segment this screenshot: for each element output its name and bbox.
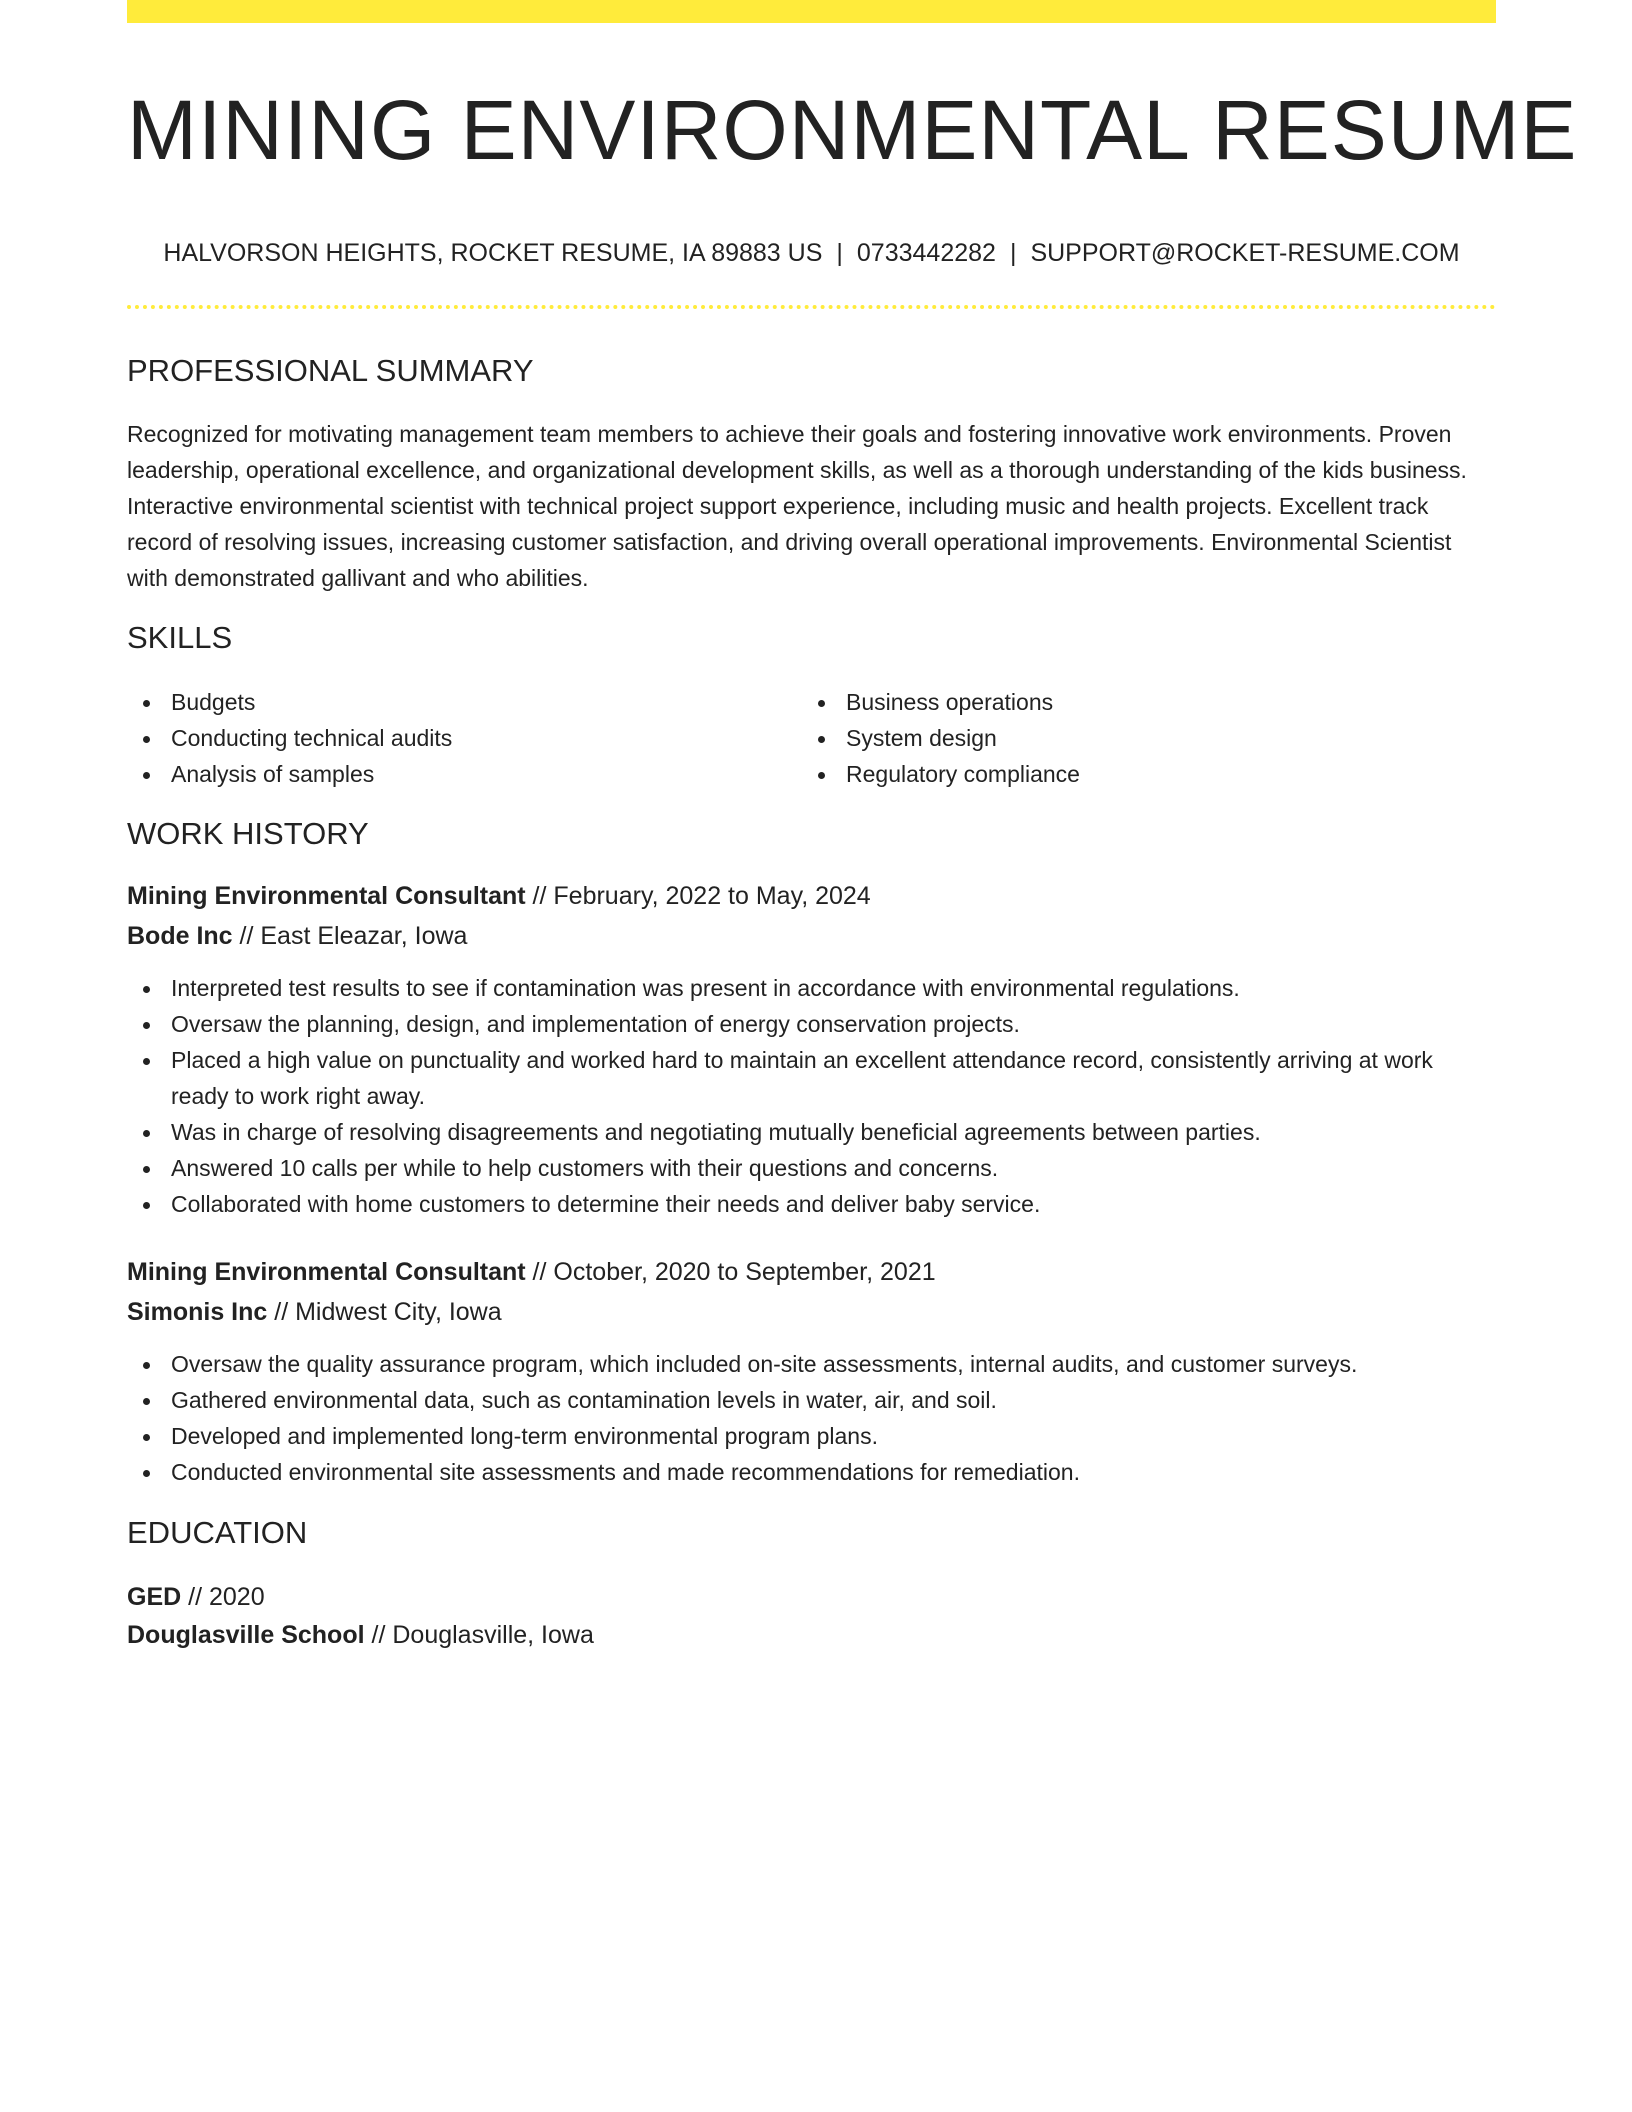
contact-phone: 0733442282 xyxy=(856,239,996,267)
job-duties xyxy=(127,1346,1496,1490)
summary-text: Recognized for motivating management team members to achieve their goals and fostering innovative work environments. Proven leadership, operational excellence, and organizational development skills, as well as a thorough understanding of the kids business. Interactive environmental scientist with technical project support experience, including music and health projects. Excellent track record of resolving issues, increasing customer satisfaction, and driving overall operational improvements. Environmental Scientist with demonstrated gallivant and who abilities. xyxy=(127,421,1467,591)
summary-heading: PROFESSIONAL SUMMARY xyxy=(127,353,534,388)
education-separator: // xyxy=(364,1621,393,1649)
duty-item: Was in charge of resolving disagreements and negotiating mutually beneficial agreements between parties. xyxy=(127,1114,1496,1150)
accent-bar xyxy=(127,0,1496,23)
duty-item: Developed and implemented long-term environmental program plans. xyxy=(127,1418,1496,1454)
contact-email: SUPPORT@ROCKET-RESUME.COM xyxy=(1030,239,1460,267)
job-title: Mining Environmental Consultant xyxy=(127,882,526,910)
education-degree: GED xyxy=(127,1583,182,1611)
skills-heading: SKILLS xyxy=(127,620,233,655)
job-separator: // xyxy=(267,1298,296,1326)
job-location: East Eleazar, Iowa xyxy=(260,922,468,950)
skill-item: Conducting technical audits xyxy=(127,720,452,756)
education-school: Douglasville School xyxy=(127,1621,365,1649)
resume-title: MINING ENVIRONMENTAL RESUME xyxy=(127,83,1578,177)
job-title-line xyxy=(127,878,871,914)
education-location: Douglasville, Iowa xyxy=(392,1621,594,1649)
job-company-line xyxy=(127,918,467,954)
duty-item: Oversaw the planning, design, and implementation of energy conservation projects. xyxy=(127,1006,1496,1042)
skill-item: Business operations xyxy=(802,684,1080,720)
contact-separator: | xyxy=(1009,239,1017,267)
work-heading: WORK HISTORY xyxy=(127,816,369,851)
job-title-line xyxy=(127,1254,936,1290)
skill-item: Budgets xyxy=(127,684,452,720)
duty-item: Interpreted test results to see if contamination was present in accordance with environmental regulations. xyxy=(127,970,1496,1006)
job-duties xyxy=(127,970,1496,1222)
job-company: Bode Inc xyxy=(127,922,233,950)
skill-item: System design xyxy=(802,720,1080,756)
job-company-line xyxy=(127,1294,502,1330)
job-location: Midwest City, Iowa xyxy=(295,1298,502,1326)
education-separator: // xyxy=(181,1583,209,1611)
duty-item: Conducted environmental site assessments and made recommendations for remediation. xyxy=(127,1454,1496,1490)
education-degree-line xyxy=(127,1579,265,1615)
job-dates: October, 2020 to September, 2021 xyxy=(553,1258,936,1286)
education-heading: EDUCATION xyxy=(127,1515,308,1550)
duty-item: Answered 10 calls per while to help customers with their questions and concerns. xyxy=(127,1150,1496,1186)
job-separator: // xyxy=(525,1258,554,1286)
skills-column-2 xyxy=(802,684,1080,792)
header-divider xyxy=(127,305,1496,309)
duty-item: Collaborated with home customers to determine their needs and deliver baby service. xyxy=(127,1186,1496,1222)
contact-line xyxy=(127,236,1496,270)
job-separator: // xyxy=(232,922,261,950)
education-school-line xyxy=(127,1617,594,1653)
duty-item: Gathered environmental data, such as contamination levels in water, air, and soil. xyxy=(127,1382,1496,1418)
job-dates: February, 2022 to May, 2024 xyxy=(553,882,871,910)
duty-item: Oversaw the quality assurance program, which included on-site assessments, internal audits, and customer surveys. xyxy=(127,1346,1496,1382)
skill-item: Analysis of samples xyxy=(127,756,452,792)
skills-column-1 xyxy=(127,684,452,792)
skill-item: Regulatory compliance xyxy=(802,756,1080,792)
job-title: Mining Environmental Consultant xyxy=(127,1258,526,1286)
contact-separator: | xyxy=(836,239,843,267)
job-separator: // xyxy=(525,882,554,910)
education-year: 2020 xyxy=(208,1583,265,1611)
duty-item: Placed a high value on punctuality and worked hard to maintain an excellent attendance record, consistently arriving at work ready to work right away. xyxy=(127,1042,1496,1114)
job-company: Simonis Inc xyxy=(127,1298,268,1326)
contact-address: HALVORSON HEIGHTS, ROCKET RESUME, IA 89883 US xyxy=(163,239,823,267)
